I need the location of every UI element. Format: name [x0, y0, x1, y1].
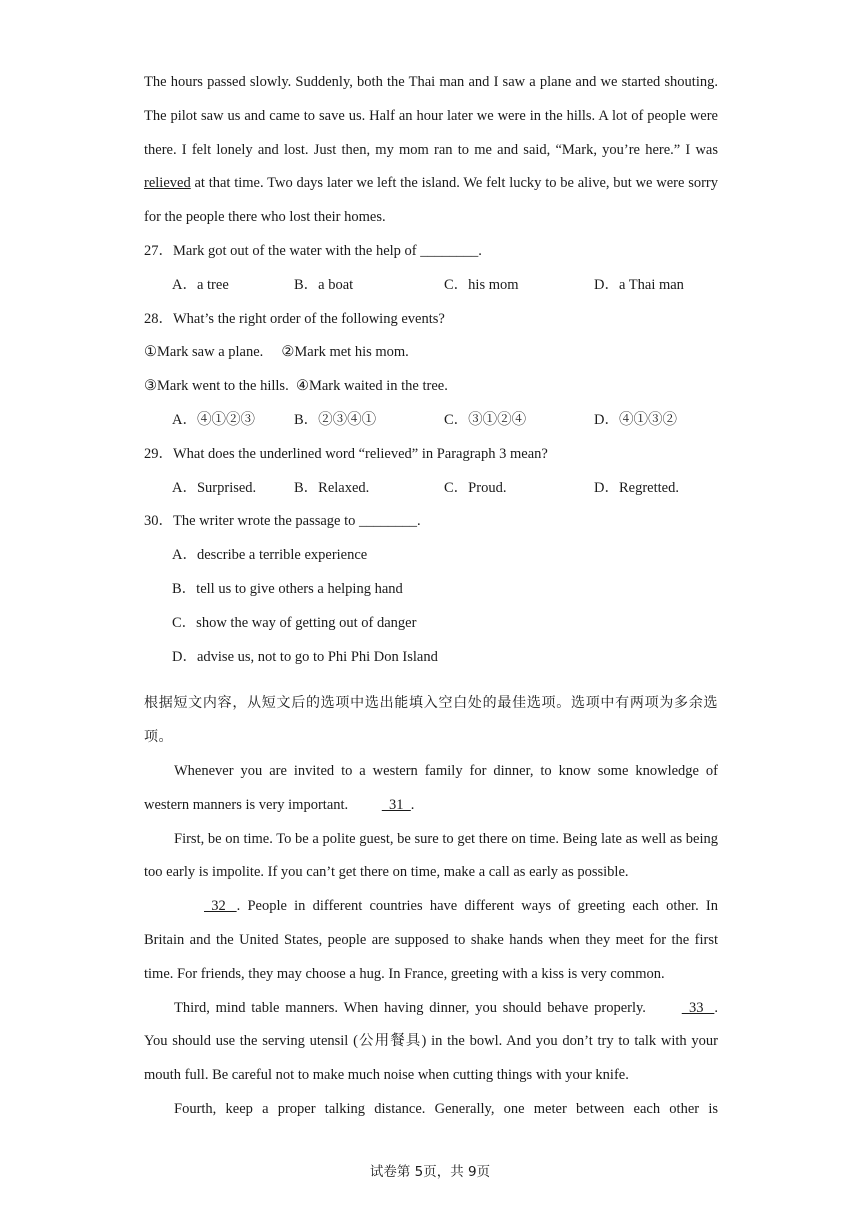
option-b[interactable]: B．②③④① — [294, 411, 377, 428]
option-d[interactable]: D．④①③② — [594, 411, 677, 428]
question-30: 30．The writer wrote the passage to ________. — [144, 513, 421, 530]
option-a[interactable]: A．describe a terrible experience — [172, 547, 368, 564]
paragraph-text-end: . You should use the serving utensil (公用餐具) in the bowl. And you don’t try to talk with your mouth full. Be careful not to make much noise when cutting things with your knife. — [144, 999, 718, 1084]
question-28-events-1: ①Mark saw a plane. ②Mark met his mom. — [144, 344, 409, 361]
option-b[interactable]: B．a boat — [294, 276, 354, 293]
option-c[interactable]: C．③①②④ — [444, 411, 527, 428]
paragraph-4 — [144, 992, 718, 1093]
option-a[interactable]: A．Surprised. — [172, 479, 257, 496]
paragraph-text-end: . — [410, 796, 415, 813]
page-footer: 试卷第 5页，共 9页 — [369, 1164, 491, 1180]
option-a[interactable]: A．④①②③ — [172, 411, 255, 428]
passage-paragraph — [144, 66, 718, 235]
question-28-events-2: ③Mark went to the hills. ④Mark waited in the tree. — [144, 378, 448, 395]
section-gap — [144, 674, 718, 687]
question-29: 29．What does the underlined word “relieved” in Paragraph 3 mean? — [144, 445, 548, 462]
paragraph-5: Fourth, keep a proper talking distance. Generally, one meter between each other is — [174, 1100, 718, 1117]
question-28: 28．What’s the right order of the following events? — [144, 310, 445, 327]
question-28-options — [144, 404, 718, 438]
exam-page — [144, 66, 718, 1127]
option-d[interactable]: D．a Thai man — [594, 276, 684, 293]
blank-32[interactable]: 32 — [204, 898, 237, 915]
paragraph-3 — [144, 890, 718, 991]
option-d[interactable]: D．Regretted. — [594, 479, 679, 496]
underlined-word: relieved — [144, 175, 191, 192]
option-c[interactable]: C．show the way of getting out of danger — [172, 614, 417, 631]
paragraph-text: Whenever you are invited to a western family for dinner, to know some knowledge of western manners is very important. — [144, 762, 718, 813]
passage-text-end: at that time. Two days later we left the island. We felt lucky to be alive, but we were sorry for the people there who lost their homes. — [144, 175, 718, 226]
paragraph-text: . People in different countries have different ways of greeting each other. In Britain and the United States, people are supposed to shake hands when they meet for the first time. For friends, they may choose a hug. In France, greeting with a kiss is very common. — [144, 898, 718, 982]
option-b[interactable]: B．tell us to give others a helping hand — [172, 580, 403, 597]
question-29-options — [144, 472, 718, 506]
option-b[interactable]: B．Relaxed. — [294, 479, 370, 496]
option-c[interactable]: C．Proud. — [444, 479, 507, 496]
paragraph-2: First, be on time. To be a polite guest, be sure to get there on time. Being late as well as being too early is impolite. If you can’t get there on time, make a call as early as possible. — [144, 830, 718, 881]
blank-33[interactable]: 33 — [681, 999, 715, 1016]
section-instruction: 根据短文内容，从短文后的选项中选出能填入空白处的最佳选项。选项中有两项为多余选项。 — [144, 695, 718, 746]
passage-text: The hours passed slowly. Suddenly, both the Thai man and I saw a plane and we started shouting. The pilot saw us and came to save us. Half an hour later we were in the hills. A lot of people were there. I felt lonely and lost. Just then, my mom ran to me and said, “Mark, you’re here.” I was — [144, 74, 718, 158]
option-d[interactable]: D．advise us, not to go to Phi Phi Don Island — [172, 648, 438, 665]
paragraph-text: Third, mind table manners. When having dinner, you should behave properly. — [174, 999, 652, 1016]
option-a[interactable]: A．a tree — [172, 276, 229, 293]
blank-31[interactable]: 31 — [381, 796, 411, 813]
question-27-options — [144, 269, 718, 303]
question-27: 27．Mark got out of the water with the help of ________. — [144, 242, 482, 259]
option-c[interactable]: C．his mom — [444, 276, 519, 293]
paragraph-1 — [144, 755, 718, 823]
